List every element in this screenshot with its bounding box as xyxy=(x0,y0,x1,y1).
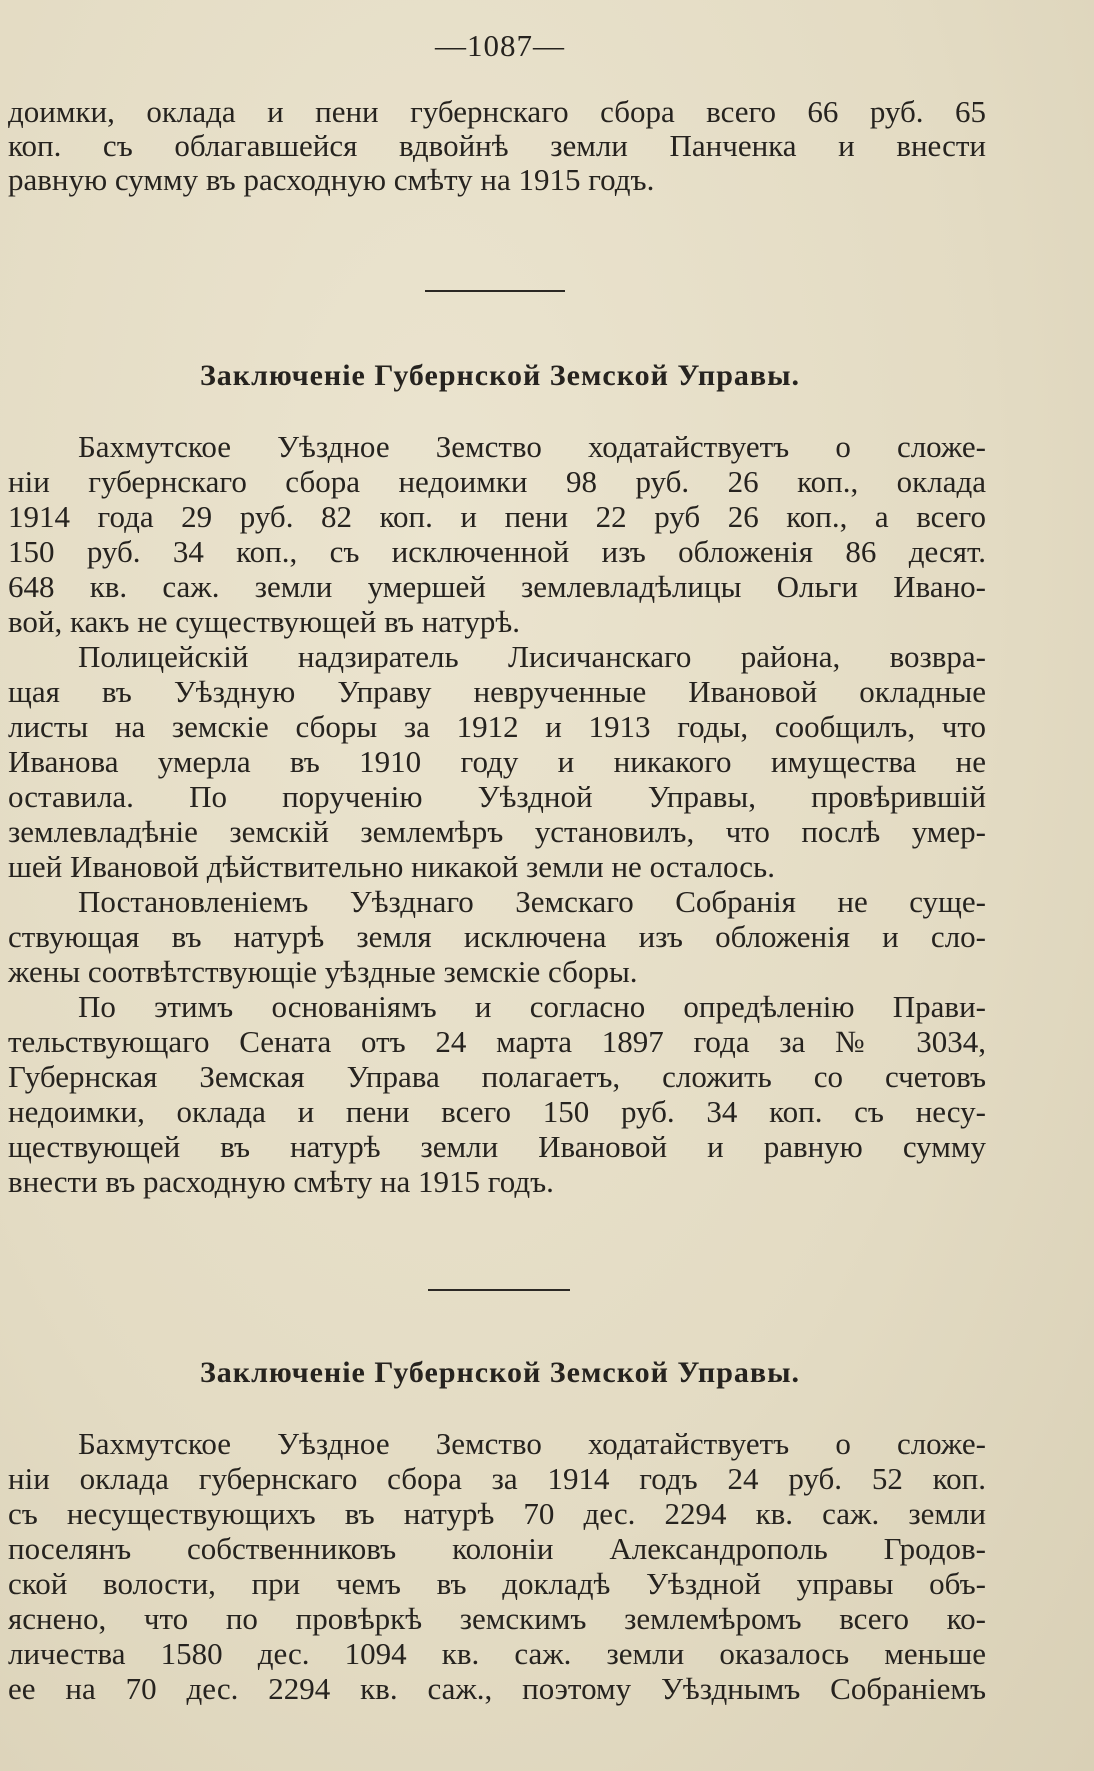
text-line: доимки, оклада и пени губернскаго сбора всего 66 руб. 65 xyxy=(8,94,986,129)
text-line: 648 кв. саж. земли умершей землевладѣлицы Ольги Ивано- xyxy=(8,569,986,604)
section-divider xyxy=(428,1289,570,1291)
text-line: Бахмутское Уѣздное Земство ходатайствуетъ о сложе- xyxy=(78,429,986,464)
text-line: землевладѣніе земскій землемѣръ установилъ, что послѣ умер- xyxy=(8,814,986,849)
text-line: По этимъ основаніямъ и согласно опредѣленію Прави- xyxy=(78,989,986,1024)
text-line: ніи губернскаго сбора недоимки 98 руб. 26 коп., оклада xyxy=(8,464,986,499)
section-heading: Заключеніе Губернской Земской Управы. xyxy=(199,1356,801,1389)
text-line: личества 1580 дес. 1094 кв. саж. земли оказалось меньше xyxy=(8,1636,986,1671)
text-line: Губернская Земская Управа полагаетъ, сложить со счетовъ xyxy=(8,1059,986,1094)
section-heading: Заключеніе Губернской Земской Управы. xyxy=(199,359,801,392)
text-line: Полицейскій надзиратель Лисичанскаго района, возвра- xyxy=(78,639,986,674)
text-line: внести въ расходную смѣту на 1915 годъ. xyxy=(8,1164,554,1199)
text-line: равную сумму въ расходную смѣту на 1915 годъ. xyxy=(8,162,655,197)
text-line: жены соотвѣтствующіе уѣздные земскіе сборы. xyxy=(8,954,638,989)
text-line: щая въ Уѣздную Управу неврученные Ивановой окладные xyxy=(8,674,986,709)
text-line: ее на 70 дес. 2294 кв. саж., поэтому Уѣзднымъ Собраніемъ xyxy=(8,1671,986,1706)
text-line: Иванова умерла въ 1910 году и никакого имущества не xyxy=(8,744,986,779)
text-line: съ несуществующихъ въ натурѣ 70 дес. 2294 кв. саж. земли xyxy=(8,1496,986,1531)
text-line: 150 руб. 34 коп., съ исключенной изъ обложенія 86 десят. xyxy=(8,534,986,569)
text-line: шей Ивановой дѣйствительно никакой земли не осталось. xyxy=(8,849,775,884)
text-line: оставила. По порученію Уѣздной Управы, провѣрившій xyxy=(8,779,986,814)
text-line: недоимки, оклада и пени всего 150 руб. 34 коп. съ несу- xyxy=(8,1094,986,1129)
text-line: ствующая въ натурѣ земля исключена изъ обложенія и сло- xyxy=(8,919,986,954)
text-line: ніи оклада губернскаго сбора за 1914 годъ 24 руб. 52 коп. xyxy=(8,1461,986,1496)
text-line: листы на земскіе сборы за 1912 и 1913 годы, сообщилъ, что xyxy=(8,709,986,744)
text-line: тельствующаго Сената отъ 24 марта 1897 года за № 3034, xyxy=(8,1024,986,1059)
text-line: вой, какъ не существующей въ натурѣ. xyxy=(8,604,520,639)
text-line: поселянъ собственниковъ колоніи Александрополь Гродов- xyxy=(8,1531,986,1566)
text-line: коп. съ облагавшейся вдвойнѣ земли Панченка и внести xyxy=(8,128,986,163)
section-divider xyxy=(425,290,565,292)
text-line: 1914 года 29 руб. 82 коп. и пени 22 руб 26 коп., а всего xyxy=(8,499,986,534)
text-line: яснено, что по провѣркѣ земскимъ землемѣромъ всего ко- xyxy=(8,1601,986,1636)
text-line: ществующей въ натурѣ земли Ивановой и равную сумму xyxy=(8,1129,986,1164)
text-line: Постановленіемъ Уѣзднаго Земскаго Собранія не суще- xyxy=(78,884,986,919)
page-number: —1087— xyxy=(435,28,565,63)
text-line: Бахмутское Уѣздное Земство ходатайствуетъ о сложе- xyxy=(78,1426,986,1461)
text-line: ской волости, при чемъ въ докладѣ Уѣздной управы объ- xyxy=(8,1566,986,1601)
